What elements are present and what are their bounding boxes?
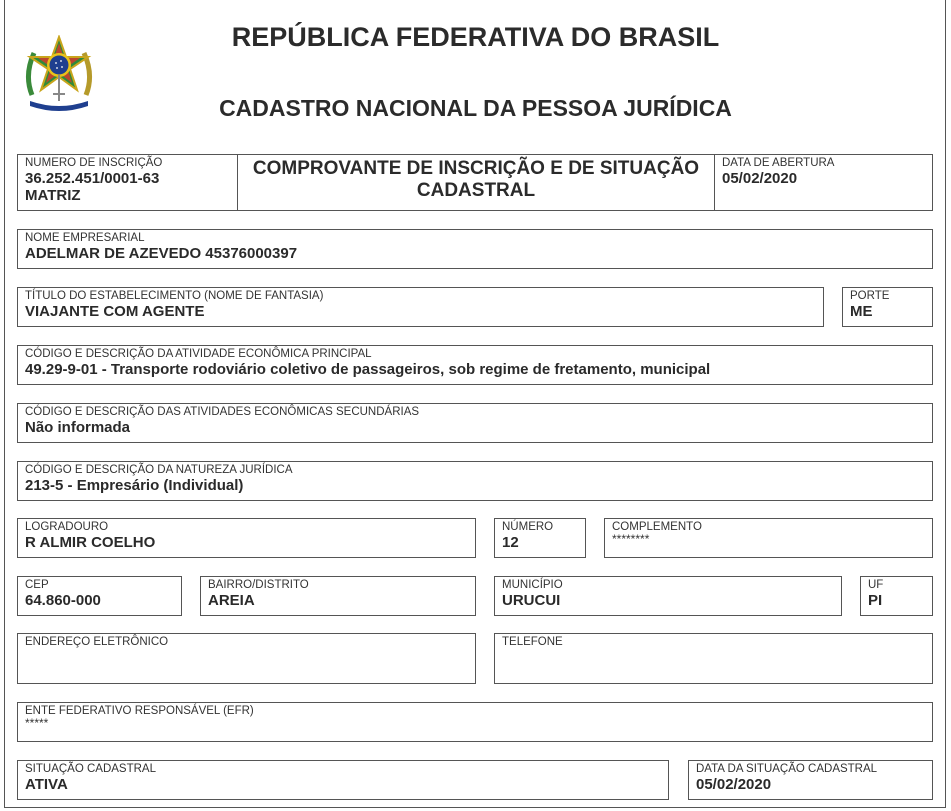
efr-label: ENTE FEDERATIVO RESPONSÁVEL (EFR): [25, 705, 254, 717]
porte-value: ME: [850, 303, 873, 320]
data-situacao-box: [688, 760, 933, 800]
inscricao-tipo: MATRIZ: [25, 187, 81, 204]
porte-label: PORTE: [850, 290, 890, 302]
inscricao-value: 36.252.451/0001-63: [25, 170, 160, 187]
comprovante-box: [237, 154, 715, 211]
uf-value: PI: [868, 592, 883, 609]
atividade-principal-label: CÓDIGO E DESCRIÇÃO DA ATIVIDADE ECONÔMICA PRINCIPAL: [25, 348, 372, 360]
situacao-label: SITUAÇÃO CADASTRAL: [25, 763, 156, 775]
complemento-value: ********: [612, 532, 650, 546]
atividades-secundarias-value: Não informada: [25, 419, 131, 436]
natureza-juridica-value: 213-5 - Empresário (Individual): [25, 477, 244, 494]
atividade-principal-box: [17, 345, 933, 385]
bairro-box: [200, 576, 476, 616]
logradouro-label: LOGRADOURO: [25, 521, 109, 533]
bairro-label: BAIRRO/DISTRITO: [208, 579, 309, 591]
situacao-value: ATIVA: [25, 776, 68, 793]
titulo-value: VIAJANTE COM AGENTE: [25, 303, 205, 320]
natureza-juridica-label: CÓDIGO E DESCRIÇÃO DA NATUREZA JURÍDICA: [25, 464, 293, 476]
natureza-juridica-box: [17, 461, 933, 501]
complemento-label: COMPLEMENTO: [612, 521, 702, 533]
telefone-label: TELEFONE: [502, 636, 563, 648]
numero-box: [494, 518, 586, 558]
nome-empresarial-label: NOME EMPRESARIAL: [25, 232, 145, 244]
bairro-value: AREIA: [208, 592, 255, 609]
nome-empresarial-value: ADELMAR DE AZEVEDO 45376000397: [25, 245, 298, 262]
inscricao-label: NUMERO DE INSCRIÇÃO: [25, 157, 163, 169]
cep-label: CEP: [25, 579, 49, 591]
atividades-secundarias-box: [17, 403, 933, 443]
cep-value: 64.860-000: [25, 592, 101, 609]
efr-box: [17, 702, 933, 742]
efr-value: *****: [25, 716, 49, 730]
telefone-box: [494, 633, 933, 684]
logradouro-value: R ALMIR COELHO: [25, 534, 156, 551]
situacao-box: [17, 760, 669, 800]
titulo-label: TÍTULO DO ESTABELECIMENTO (NOME DE FANTASIA): [25, 290, 324, 302]
porte-box: [842, 287, 933, 327]
comprovante-title-line2: CADASTRAL: [416, 180, 536, 201]
municipio-label: MUNICÍPIO: [502, 579, 563, 591]
inscricao-box: [17, 154, 238, 211]
page-subtitle: CADASTRO NACIONAL DA PESSOA JURÍDICA: [219, 95, 732, 121]
email-label: ENDEREÇO ELETRÔNICO: [25, 636, 169, 648]
municipio-value: URUCUI: [502, 592, 561, 609]
atividades-secundarias-label: CÓDIGO E DESCRIÇÃO DAS ATIVIDADES ECONÔMICAS SECUNDÁRIAS: [25, 406, 420, 418]
numero-value: 12: [502, 534, 519, 551]
logradouro-box: [17, 518, 476, 558]
data-situacao-value: 05/02/2020: [696, 776, 772, 793]
atividade-principal-value: 49.29-9-01 - Transporte rodoviário coletivo de passageiros, sob regime de fretamento, municipal: [25, 361, 711, 378]
data-situacao-label: DATA DA SITUAÇÃO CADASTRAL: [696, 763, 878, 775]
email-box: [17, 633, 476, 684]
nome-empresarial-box: [17, 229, 933, 269]
abertura-box: [714, 154, 933, 211]
cep-box: [17, 576, 182, 616]
complemento-box: [604, 518, 933, 558]
abertura-value: 05/02/2020: [722, 170, 798, 187]
uf-box: [860, 576, 933, 616]
municipio-box: [494, 576, 842, 616]
titulo-box: [17, 287, 824, 327]
comprovante-title-line1: COMPROVANTE DE INSCRIÇÃO E DE SITUAÇÃO: [252, 158, 700, 179]
abertura-label: DATA DE ABERTURA: [722, 157, 835, 169]
comprovante-title: [238, 158, 714, 202]
numero-label: NÚMERO: [502, 521, 554, 533]
page-title: REPÚBLICA FEDERATIVA DO BRASIL: [231, 22, 720, 52]
uf-label: UF: [868, 579, 884, 591]
